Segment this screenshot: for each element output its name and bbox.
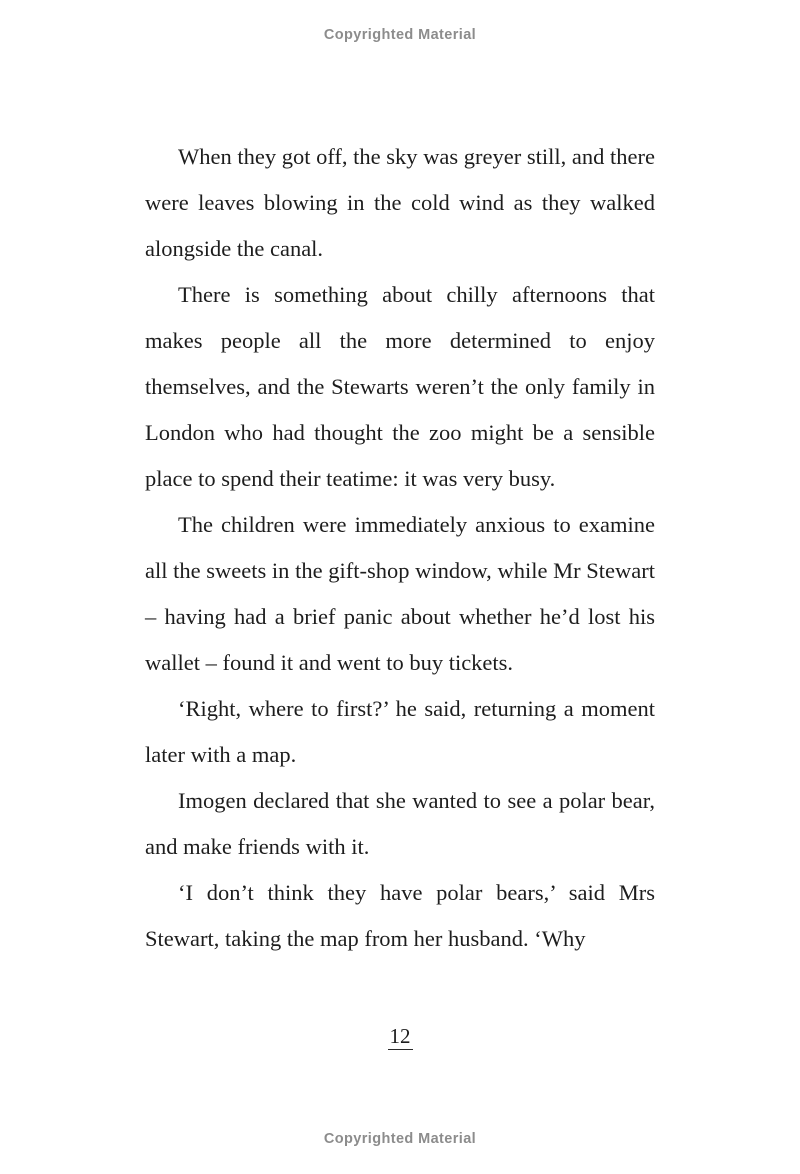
paragraph: When they got off, the sky was greyer still, and there were leaves blowing in the cold wind as they walked alongside the canal.	[145, 144, 655, 261]
paragraph: ‘Right, where to first?’ he said, returning a moment later with a map.	[145, 696, 655, 767]
body-text	[145, 134, 655, 962]
copyright-notice-bottom: Copyrighted Material	[323, 1131, 477, 1147]
paragraph: There is something about chilly afternoons that makes people all the more determined to enjoy themselves, and the Stewarts weren’t the only family in London who had thought the zoo might be a sensible place to spend their teatime: it was very busy.	[145, 282, 655, 491]
paragraph: Imogen declared that she wanted to see a polar bear, and make friends with it.	[145, 788, 655, 859]
paragraph: ‘I don’t think they have polar bears,’ said Mrs Stewart, taking the map from her husband. ‘Why	[145, 880, 655, 951]
paragraph: The children were immediately anxious to examine all the sweets in the gift-shop window, while Mr Stewart – having had a brief panic about whether he’d lost his wallet – found it and went to buy tickets.	[145, 512, 655, 675]
copyright-notice-top: Copyrighted Material	[323, 27, 477, 43]
page-number-container	[0, 1024, 800, 1050]
page-number: 12	[389, 1024, 411, 1048]
